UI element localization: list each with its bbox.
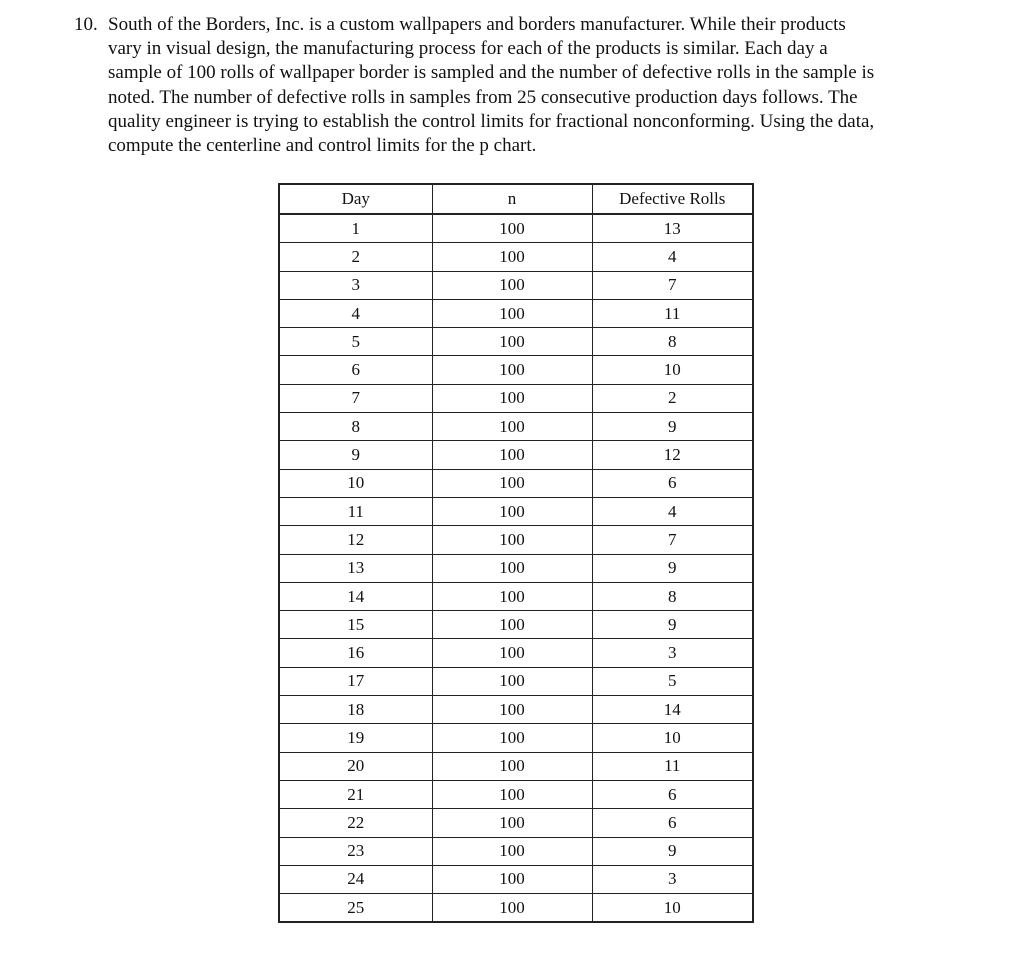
- cell-n: 100: [432, 809, 592, 837]
- table-row: [279, 780, 753, 808]
- cell-n: 100: [432, 696, 592, 724]
- cell-defective-rolls: 9: [592, 611, 753, 639]
- table-row: [279, 724, 753, 752]
- cell-defective-rolls: 6: [592, 809, 753, 837]
- cell-n: 100: [432, 865, 592, 893]
- cell-defective-rolls: 6: [592, 780, 753, 808]
- cell-defective-rolls: 4: [592, 497, 753, 525]
- table-row: [279, 356, 753, 384]
- table-row: [279, 809, 753, 837]
- cell-day: 9: [279, 441, 432, 469]
- cell-day: 14: [279, 582, 432, 610]
- cell-defective-rolls: 14: [592, 696, 753, 724]
- cell-n: 100: [432, 752, 592, 780]
- cell-defective-rolls: 8: [592, 582, 753, 610]
- header-day: Day: [279, 184, 432, 214]
- cell-n: 100: [432, 582, 592, 610]
- table-row: [279, 639, 753, 667]
- cell-n: 100: [432, 469, 592, 497]
- cell-defective-rolls: 2: [592, 384, 753, 412]
- cell-defective-rolls: 9: [592, 554, 753, 582]
- cell-day: 8: [279, 413, 432, 441]
- problem-statement: [74, 13, 974, 158]
- cell-defective-rolls: 13: [592, 214, 753, 243]
- cell-day: 3: [279, 271, 432, 299]
- table-header-row: [279, 184, 753, 214]
- cell-day: 4: [279, 299, 432, 327]
- table-row: [279, 243, 753, 271]
- table-row: [279, 413, 753, 441]
- cell-defective-rolls: 10: [592, 724, 753, 752]
- cell-defective-rolls: 11: [592, 752, 753, 780]
- cell-n: 100: [432, 271, 592, 299]
- cell-n: 100: [432, 384, 592, 412]
- header-n: n: [432, 184, 592, 214]
- cell-day: 12: [279, 526, 432, 554]
- table-row: [279, 752, 753, 780]
- table-row: [279, 526, 753, 554]
- cell-n: 100: [432, 780, 592, 808]
- cell-defective-rolls: 10: [592, 894, 753, 923]
- cell-defective-rolls: 5: [592, 667, 753, 695]
- problem-line: quality engineer is trying to establish the control limits for fractional nonconforming. Using the data,: [108, 110, 875, 132]
- cell-n: 100: [432, 497, 592, 525]
- cell-day: 15: [279, 611, 432, 639]
- cell-day: 16: [279, 639, 432, 667]
- cell-defective-rolls: 12: [592, 441, 753, 469]
- table-row: [279, 299, 753, 327]
- cell-n: 100: [432, 441, 592, 469]
- cell-n: 100: [432, 243, 592, 271]
- defective-rolls-table: [278, 183, 754, 923]
- cell-day: 24: [279, 865, 432, 893]
- cell-n: 100: [432, 356, 592, 384]
- cell-defective-rolls: 9: [592, 837, 753, 865]
- problem-number: 10.: [74, 14, 98, 35]
- cell-day: 1: [279, 214, 432, 243]
- cell-day: 22: [279, 809, 432, 837]
- cell-n: 100: [432, 724, 592, 752]
- cell-day: 2: [279, 243, 432, 271]
- cell-day: 20: [279, 752, 432, 780]
- table-row: [279, 384, 753, 412]
- cell-n: 100: [432, 299, 592, 327]
- problem-line: vary in visual design, the manufacturing process for each of the products is similar. Each day a: [108, 38, 828, 60]
- table-row: [279, 497, 753, 525]
- cell-n: 100: [432, 554, 592, 582]
- cell-day: 18: [279, 696, 432, 724]
- cell-day: 6: [279, 356, 432, 384]
- table-row: [279, 554, 753, 582]
- table-row: [279, 865, 753, 893]
- cell-day: 5: [279, 328, 432, 356]
- cell-defective-rolls: 3: [592, 865, 753, 893]
- cell-n: 100: [432, 611, 592, 639]
- table-row: [279, 271, 753, 299]
- cell-defective-rolls: 4: [592, 243, 753, 271]
- header-defective-rolls: Defective Rolls: [592, 184, 753, 214]
- cell-day: 17: [279, 667, 432, 695]
- table-row: [279, 837, 753, 865]
- cell-n: 100: [432, 526, 592, 554]
- cell-defective-rolls: 6: [592, 469, 753, 497]
- cell-n: 100: [432, 413, 592, 441]
- table-row: [279, 328, 753, 356]
- cell-day: 21: [279, 780, 432, 808]
- cell-defective-rolls: 7: [592, 526, 753, 554]
- problem-line: noted. The number of defective rolls in samples from 25 consecutive production days follows. The: [108, 86, 858, 108]
- table-row: [279, 214, 753, 243]
- table-row: [279, 696, 753, 724]
- problem-line: compute the centerline and control limits for the p chart.: [108, 135, 537, 157]
- table-row: [279, 611, 753, 639]
- cell-n: 100: [432, 214, 592, 243]
- problem-line: [74, 13, 974, 37]
- cell-day: 23: [279, 837, 432, 865]
- table-row: [279, 582, 753, 610]
- cell-n: 100: [432, 328, 592, 356]
- cell-day: 13: [279, 554, 432, 582]
- cell-defective-rolls: 3: [592, 639, 753, 667]
- cell-day: 25: [279, 894, 432, 923]
- table-row: [279, 894, 753, 923]
- cell-day: 7: [279, 384, 432, 412]
- cell-n: 100: [432, 667, 592, 695]
- cell-n: 100: [432, 639, 592, 667]
- cell-defective-rolls: 10: [592, 356, 753, 384]
- problem-line: sample of 100 rolls of wallpaper border is sampled and the number of defective rolls in the sample is: [108, 62, 875, 84]
- problem-text: South of the Borders, Inc. is a custom wallpapers and borders manufacturer. While their products: [108, 14, 846, 35]
- table-row: [279, 667, 753, 695]
- table-body: [279, 214, 753, 922]
- cell-defective-rolls: 7: [592, 271, 753, 299]
- cell-day: 10: [279, 469, 432, 497]
- cell-defective-rolls: 8: [592, 328, 753, 356]
- cell-n: 100: [432, 894, 592, 923]
- cell-day: 19: [279, 724, 432, 752]
- cell-defective-rolls: 11: [592, 299, 753, 327]
- table-row: [279, 469, 753, 497]
- cell-defective-rolls: 9: [592, 413, 753, 441]
- cell-n: 100: [432, 837, 592, 865]
- cell-day: 11: [279, 497, 432, 525]
- table-row: [279, 441, 753, 469]
